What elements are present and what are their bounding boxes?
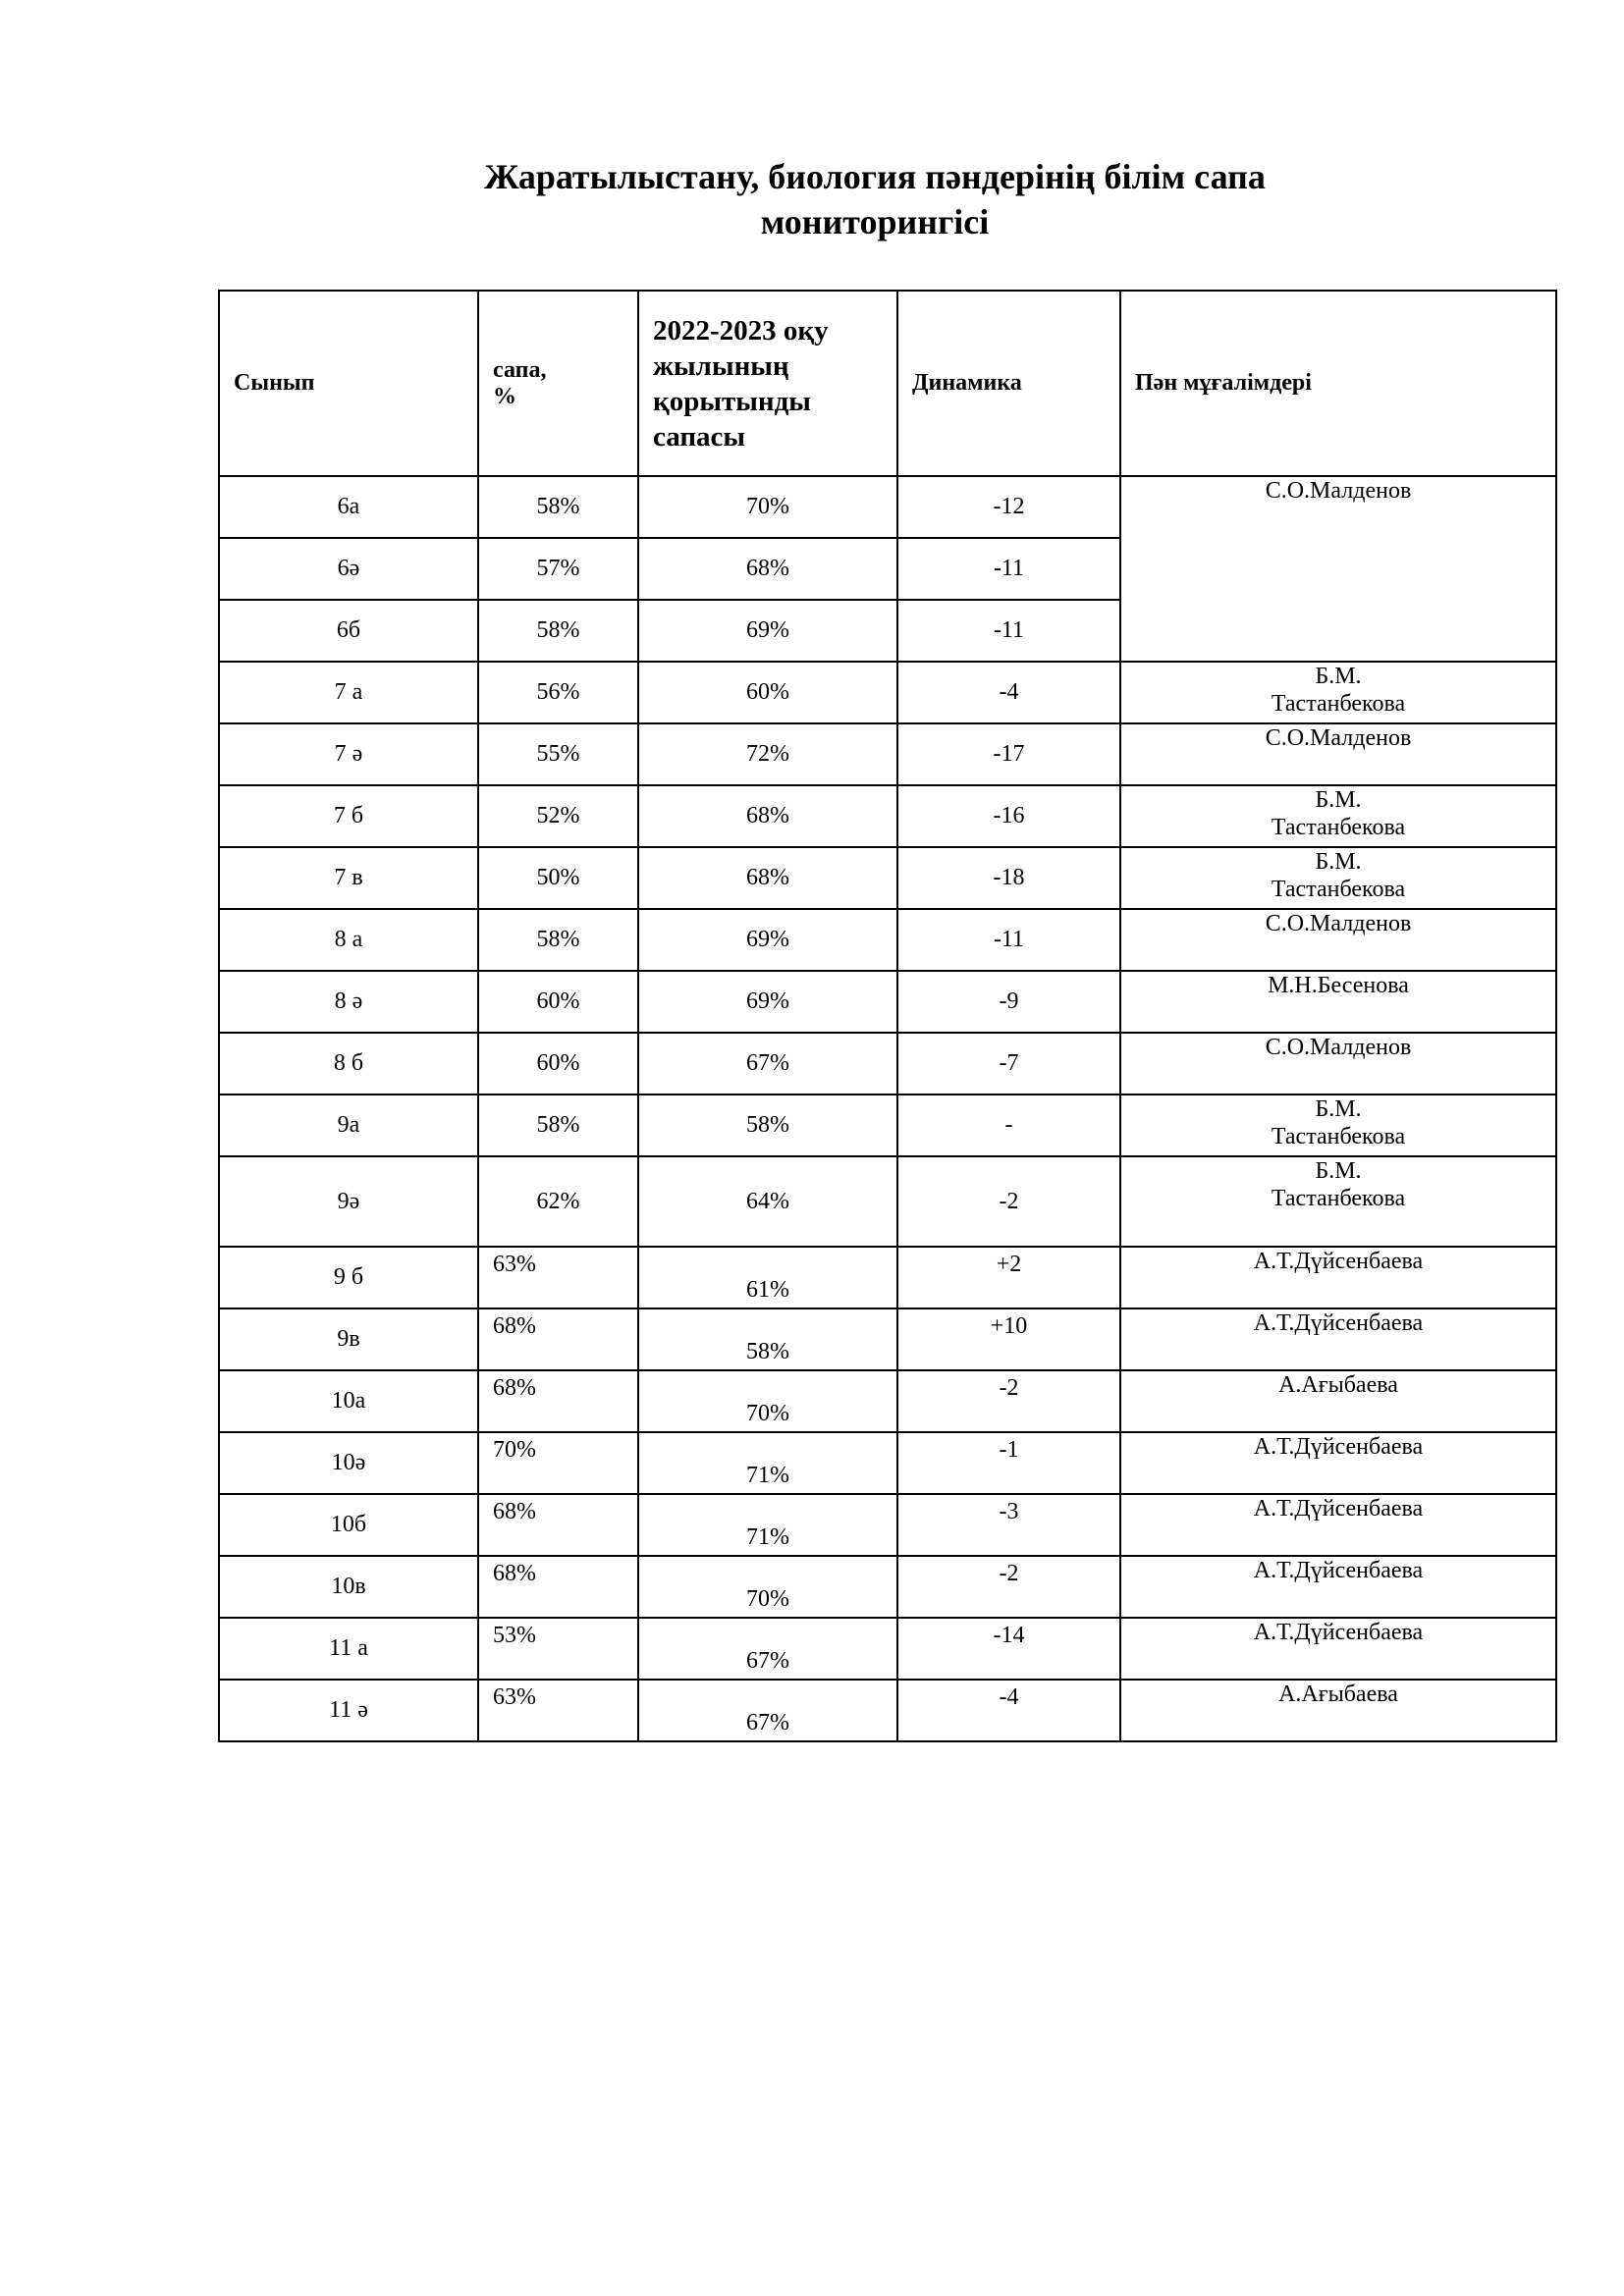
table-row — [219, 1432, 1556, 1494]
cell-prev-year-quality: 69% — [638, 600, 897, 662]
cell-class: 7 а — [219, 662, 478, 723]
teacher-name: М.Н.Бесенова — [1268, 973, 1409, 998]
cell-class: 8 б — [219, 1033, 478, 1095]
cell-quality: 58% — [478, 476, 638, 538]
cell-quality: 68% — [478, 1494, 638, 1556]
cell-teacher — [1120, 1033, 1556, 1095]
cell-quality: 52% — [478, 785, 638, 847]
table-header-row — [219, 291, 1556, 476]
cell-prev-year-quality: 71% — [638, 1494, 897, 1556]
teacher-name: А.Ағыбаева — [1278, 1372, 1398, 1398]
cell-quality: 63% — [478, 1680, 638, 1741]
cell-dynamics: -16 — [897, 785, 1120, 847]
cell-prev-year-quality: 70% — [638, 476, 897, 538]
teacher-name: А.Т.Дүйсенбаева — [1253, 1434, 1424, 1460]
cell-quality: 58% — [478, 1095, 638, 1156]
table-row — [219, 1556, 1556, 1618]
cell-dynamics: -14 — [897, 1618, 1120, 1680]
cell-dynamics: -2 — [897, 1556, 1120, 1618]
cell-quality: 50% — [478, 847, 638, 909]
cell-quality: 68% — [478, 1556, 638, 1618]
title-line-2: мониторингісі — [760, 202, 990, 241]
document-title — [63, 154, 1624, 244]
table-row — [219, 1247, 1556, 1308]
cell-dynamics: -11 — [897, 600, 1120, 662]
cell-class: 10а — [219, 1370, 478, 1432]
cell-teacher — [1120, 785, 1556, 847]
cell-quality: 60% — [478, 971, 638, 1033]
quality-monitoring-table — [218, 290, 1557, 1742]
cell-prev-year-quality: 58% — [638, 1095, 897, 1156]
cell-quality: 58% — [478, 909, 638, 971]
table-row — [219, 1370, 1556, 1432]
cell-class: 9а — [219, 1095, 478, 1156]
cell-dynamics: +2 — [897, 1247, 1120, 1308]
header-prev-year-quality — [638, 291, 897, 476]
cell-teacher — [1120, 723, 1556, 785]
cell-class: 11 а — [219, 1618, 478, 1680]
header-prev-line-3: қорытынды — [653, 385, 811, 417]
cell-prev-year-quality: 67% — [638, 1618, 897, 1680]
header-teachers: Пән мұғалімдері — [1120, 291, 1556, 476]
teacher-name: А.Т.Дүйсенбаева — [1253, 1496, 1424, 1522]
cell-teacher — [1120, 847, 1556, 909]
teacher-name: С.О.Малденов — [1265, 725, 1412, 751]
teacher-name: А.Т.Дүйсенбаева — [1253, 1558, 1424, 1583]
cell-quality: 68% — [478, 1370, 638, 1432]
table-body — [219, 476, 1556, 1741]
cell-teacher — [1120, 476, 1556, 662]
cell-teacher — [1120, 1156, 1556, 1247]
table-row — [219, 1033, 1556, 1095]
teacher-name: А.Ағыбаева — [1278, 1682, 1398, 1707]
cell-dynamics: -12 — [897, 476, 1120, 538]
teacher-name: Б.М. — [1315, 1096, 1362, 1122]
cell-class: 10б — [219, 1494, 478, 1556]
cell-prev-year-quality: 61% — [638, 1247, 897, 1308]
cell-prev-year-quality: 58% — [638, 1308, 897, 1370]
cell-teacher — [1120, 1308, 1556, 1370]
table-row — [219, 1494, 1556, 1556]
cell-prev-year-quality: 70% — [638, 1556, 897, 1618]
cell-teacher — [1120, 1370, 1556, 1432]
cell-class: 9ә — [219, 1156, 478, 1247]
cell-prev-year-quality: 69% — [638, 909, 897, 971]
cell-teacher — [1120, 1618, 1556, 1680]
title-line-1: Жаратылыстану, биология пәндерінің білім сапа — [484, 157, 1266, 196]
cell-dynamics: -1 — [897, 1432, 1120, 1494]
cell-prev-year-quality: 72% — [638, 723, 897, 785]
teacher-name: Б.М. — [1315, 787, 1362, 813]
teacher-name: А.Т.Дүйсенбаева — [1253, 1620, 1424, 1645]
teacher-name: С.О.Малденов — [1265, 478, 1412, 504]
cell-teacher — [1120, 1095, 1556, 1156]
header-quality — [478, 291, 638, 476]
cell-dynamics: -2 — [897, 1156, 1120, 1247]
cell-class: 6ә — [219, 538, 478, 600]
cell-dynamics: -3 — [897, 1494, 1120, 1556]
header-class: Сынып — [219, 291, 478, 476]
cell-class: 6б — [219, 600, 478, 662]
cell-class: 10ә — [219, 1432, 478, 1494]
cell-dynamics: -18 — [897, 847, 1120, 909]
table-row — [219, 723, 1556, 785]
cell-dynamics: -7 — [897, 1033, 1120, 1095]
cell-class: 6а — [219, 476, 478, 538]
cell-class: 9 б — [219, 1247, 478, 1308]
cell-quality: 60% — [478, 1033, 638, 1095]
cell-prev-year-quality: 67% — [638, 1680, 897, 1741]
cell-dynamics: -17 — [897, 723, 1120, 785]
teacher-name: Б.М. — [1315, 849, 1362, 875]
cell-dynamics: -2 — [897, 1370, 1120, 1432]
cell-quality: 53% — [478, 1618, 638, 1680]
table-row — [219, 1680, 1556, 1741]
cell-prev-year-quality: 71% — [638, 1432, 897, 1494]
cell-class: 7 ә — [219, 723, 478, 785]
cell-dynamics: - — [897, 1095, 1120, 1156]
header-quality-line-1: сапа, — [493, 356, 547, 383]
teacher-name: С.О.Малденов — [1265, 911, 1412, 936]
cell-dynamics: -9 — [897, 971, 1120, 1033]
table-row — [219, 1308, 1556, 1370]
header-prev-line-2: жылының — [653, 349, 789, 382]
cell-prev-year-quality: 64% — [638, 1156, 897, 1247]
cell-dynamics: -4 — [897, 1680, 1120, 1741]
cell-teacher — [1120, 971, 1556, 1033]
cell-quality: 63% — [478, 1247, 638, 1308]
teacher-name: Б.М. — [1315, 1158, 1362, 1184]
cell-quality: 57% — [478, 538, 638, 600]
cell-quality: 55% — [478, 723, 638, 785]
table-row — [219, 662, 1556, 723]
cell-quality: 56% — [478, 662, 638, 723]
cell-prev-year-quality: 68% — [638, 538, 897, 600]
teacher-name: С.О.Малденов — [1265, 1035, 1412, 1060]
table-row — [219, 1156, 1556, 1247]
cell-prev-year-quality: 68% — [638, 785, 897, 847]
cell-dynamics: +10 — [897, 1308, 1120, 1370]
cell-teacher — [1120, 1680, 1556, 1741]
cell-prev-year-quality: 70% — [638, 1370, 897, 1432]
teacher-name: Тастанбекова — [1271, 691, 1406, 717]
cell-class: 8 ә — [219, 971, 478, 1033]
teacher-name: Тастанбекова — [1271, 815, 1406, 840]
cell-teacher — [1120, 1556, 1556, 1618]
table-row — [219, 971, 1556, 1033]
cell-prev-year-quality: 69% — [638, 971, 897, 1033]
table-row — [219, 1095, 1556, 1156]
cell-quality: 58% — [478, 600, 638, 662]
cell-dynamics: -11 — [897, 538, 1120, 600]
teacher-name: А.Т.Дүйсенбаева — [1253, 1310, 1424, 1336]
cell-quality: 68% — [478, 1308, 638, 1370]
cell-teacher — [1120, 1432, 1556, 1494]
cell-prev-year-quality: 60% — [638, 662, 897, 723]
cell-class: 7 в — [219, 847, 478, 909]
cell-teacher — [1120, 1494, 1556, 1556]
teacher-name: Тастанбекова — [1271, 1186, 1406, 1211]
table-row — [219, 476, 1556, 538]
cell-class: 10в — [219, 1556, 478, 1618]
header-dynamics: Динамика — [897, 291, 1120, 476]
cell-dynamics: -11 — [897, 909, 1120, 971]
table-row — [219, 1618, 1556, 1680]
cell-class: 11 ә — [219, 1680, 478, 1741]
table-row — [219, 785, 1556, 847]
teacher-name: Тастанбекова — [1271, 877, 1406, 902]
cell-class: 9в — [219, 1308, 478, 1370]
table-row — [219, 847, 1556, 909]
cell-quality: 62% — [478, 1156, 638, 1247]
cell-teacher — [1120, 1247, 1556, 1308]
cell-teacher — [1120, 662, 1556, 723]
teacher-name: Тастанбекова — [1271, 1124, 1406, 1149]
teacher-name: А.Т.Дүйсенбаева — [1253, 1249, 1424, 1274]
cell-prev-year-quality: 67% — [638, 1033, 897, 1095]
cell-class: 8 а — [219, 909, 478, 971]
header-prev-line-4: сапасы — [653, 420, 746, 453]
cell-class: 7 б — [219, 785, 478, 847]
cell-dynamics: -4 — [897, 662, 1120, 723]
header-quality-line-2: % — [493, 383, 516, 409]
header-prev-line-1: 2022-2023 оқу — [653, 314, 829, 347]
cell-prev-year-quality: 68% — [638, 847, 897, 909]
cell-quality: 70% — [478, 1432, 638, 1494]
table-row — [219, 909, 1556, 971]
teacher-name: Б.М. — [1315, 664, 1362, 689]
cell-teacher — [1120, 909, 1556, 971]
